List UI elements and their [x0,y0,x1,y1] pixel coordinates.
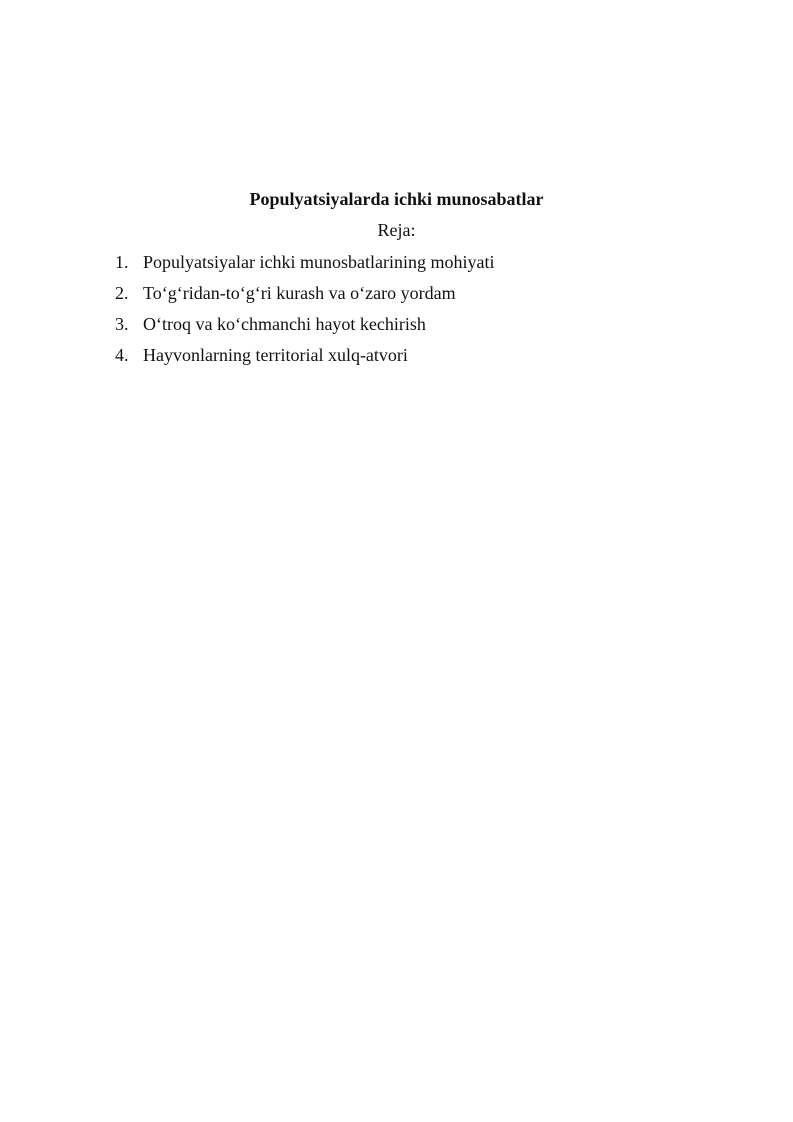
plan-item-number: 4. [115,345,129,365]
plan-item-text: O‘troq va ko‘chmanchi hayot kechirish [143,314,426,334]
plan-item [115,280,715,311]
plan-item-number: 3. [115,314,129,334]
plan-item-number: 2. [115,283,129,303]
plan-item-text: Hayvonlarning territorial xulq-atvori [143,345,408,365]
plan-item-text: To‘g‘ridan-to‘g‘ri kurash va o‘zaro yordam [143,283,456,303]
plan-heading: Reja: [377,220,416,240]
plan-item [115,311,715,342]
page-title: Populyatsiyalarda ichki munosabatlar [249,189,544,209]
plan-list [115,249,715,373]
plan-item [115,249,715,280]
plan-item-number: 1. [115,252,129,272]
plan-item-text: Populyatsiyalar ichki munosbatlarining mohiyati [143,252,495,272]
plan-item [115,342,715,373]
